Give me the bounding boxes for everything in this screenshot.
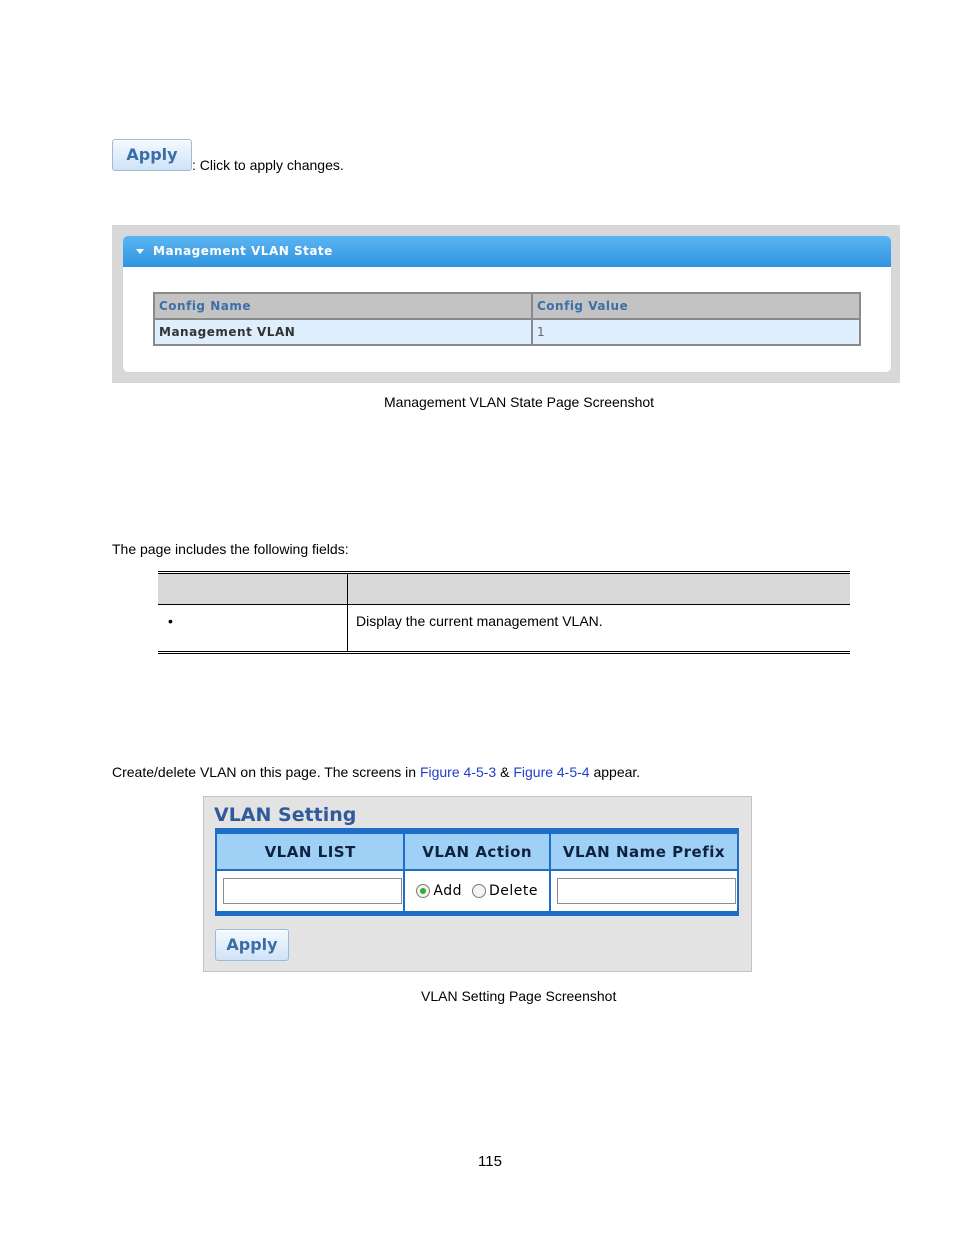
table-header-row [154, 293, 860, 319]
table-row [216, 870, 738, 914]
table-row [158, 605, 850, 653]
delete-radio-label: Delete [489, 882, 538, 899]
fields-intro: The page includes the following fields: [112, 541, 349, 557]
fields-table [158, 571, 850, 654]
mgmt-vlan-state-screenshot [112, 225, 900, 383]
column-header-config-name: Config Name [154, 293, 532, 319]
panel-title: Management VLAN State [153, 244, 333, 258]
table-row [154, 319, 860, 345]
column-header-vlan-action: VLAN Action [404, 833, 550, 870]
figure-caption-mgmt-vlan: Management VLAN State Page Screenshot [384, 394, 655, 410]
apply-description: : Click to apply changes. [192, 157, 344, 173]
fields-header-row [158, 573, 850, 605]
bullet: • [158, 605, 348, 653]
column-header-vlan-name-prefix: VLAN Name Prefix [550, 833, 738, 870]
page-number: 115 [478, 1153, 502, 1170]
vlan-list-cell [216, 870, 404, 914]
figure-link-4-5-3[interactable]: Figure 4-5-3 [419, 764, 497, 780]
vlan-action-cell [404, 870, 550, 914]
vlan-name-prefix-cell [550, 870, 738, 914]
vlan-setting-title: VLAN Setting [214, 804, 357, 826]
mgmt-vlan-table [153, 292, 861, 346]
figure-caption-vlan-setting: VLAN Setting Page Screenshot [421, 988, 617, 1004]
config-name-cell: Management VLAN [154, 319, 532, 345]
vlan-list-input[interactable] [223, 878, 402, 904]
intro-suffix: appear. [589, 764, 641, 780]
mgmt-vlan-state-panel [122, 235, 892, 373]
intro-prefix: Create/delete VLAN on this page. The screens in [112, 764, 420, 780]
add-radio-label: Add [433, 882, 462, 899]
vlan-setting-header-row [216, 833, 738, 870]
vlan-apply-button[interactable]: Apply [215, 929, 289, 961]
fields-header-description [348, 573, 851, 605]
collapse-triangle-icon[interactable] [136, 249, 144, 254]
column-header-config-value: Config Value [532, 293, 860, 319]
column-header-vlan-list: VLAN LIST [216, 833, 404, 870]
apply-button[interactable]: Apply [112, 139, 192, 171]
field-description: Display the current management VLAN. [348, 605, 851, 653]
fields-header-object [158, 573, 348, 605]
vlan-setting-table [215, 832, 739, 916]
panel-header[interactable] [123, 236, 891, 267]
add-radio[interactable] [416, 884, 430, 898]
vlan-setting-screenshot [203, 796, 752, 972]
figure-link-4-5-4[interactable]: Figure 4-5-4 [513, 764, 590, 780]
vlan-name-prefix-input[interactable] [557, 878, 736, 904]
vlan-setting-intro [112, 764, 640, 781]
intro-between: & [496, 764, 514, 780]
delete-radio[interactable] [472, 884, 486, 898]
config-value-cell: 1 [532, 319, 860, 345]
